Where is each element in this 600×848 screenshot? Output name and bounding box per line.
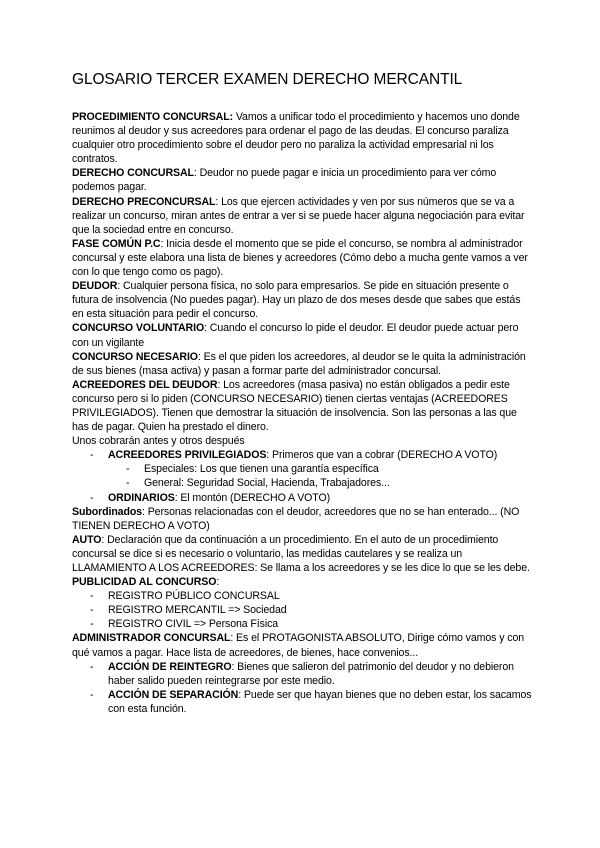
term: ORDINARIOS — [108, 491, 175, 504]
term: AUTO — [72, 533, 102, 546]
list-item-privilegiados — [72, 448, 532, 462]
term: DERECHO PRECONCURSAL — [72, 195, 216, 208]
term: CONCURSO VOLUNTARIO — [72, 322, 205, 335]
list-item-text: REGISTRO MERCANTIL => Sociedad — [108, 604, 287, 617]
definition: : Deudor no puede pagar e inicia un procedimiento para ver cómo podemos pagar. — [72, 167, 497, 194]
definition: : El montón (DERECHO A VOTO) — [174, 491, 331, 504]
entry-derecho-concursal — [72, 166, 532, 194]
definition: : Cuando el concurso lo pide el deudor. El deudor puede actuar pero con un vigilante — [72, 322, 519, 349]
definition: : Cualquier persona física, no solo para empresarios. Se pide en situación presente o futura de insolvencia (No puedes pagar). Hay un plazo de dos meses desde que sabes que estás en esta situación para pedir el concurso. — [72, 280, 521, 321]
term: FASE COMÚN P.C — [72, 237, 161, 250]
term: DEUDOR — [72, 280, 118, 293]
dash-bullet: - — [90, 449, 94, 462]
list-item-text: REGISTRO CIVIL => Persona Física — [108, 618, 279, 631]
definition: : Primeros que van a cobrar (DERECHO A VOTO) — [266, 449, 498, 462]
list-item-text: Especiales: Los que tienen una garantía específica — [144, 463, 379, 476]
definition: : Los que ejercen actividades y ven por sus números que se va a realizar un concurso, miran antes de entrar a ver si se puede hacer alguna negociación para evitar que la sociedad entre en concurso. — [72, 195, 525, 236]
list-item-accion-reintegro — [72, 660, 532, 688]
list-item-accion-separacion — [72, 688, 532, 716]
term: ACCIÓN DE SEPARACIÓN — [108, 688, 239, 701]
definition: : Inicia desde el momento que se pide el concurso, se nombra al administrador concursal y este elabora una lista de bienes y acreedores (Cómo debo a mucha gente vamos a ver con lo que tengo como os pago). — [72, 237, 528, 279]
definition: : Declaración que da continuación a un procedimiento. En el auto de un procedimiento concursal se dice si es necesario o voluntario, las medidas cautelares y se realiza un LLAMAMIENTO A LOS ACREEDORES: Se llama a los acreedores y se les dice lo que se les debe. — [72, 533, 530, 574]
term: PROCEDIMIENTO CONCURSAL: — [72, 111, 234, 123]
dash-bullet: - — [90, 618, 94, 631]
definition: : Los acreedores (masa pasiva) no están obligados a pedir este concurso pero si lo piden (CONCURSO NECESARIO) tienen ciertas ventajas (ACREEDORES PRIVILEGIADOS). Tienen que demostrar la situación de insolvencia. Son las personas a las que has de pagar. Quien ha prestado el dinero. — [72, 378, 517, 434]
entry-auto — [72, 533, 532, 575]
list-item-text: General: Seguridad Social, Hacienda, Trabajadores... — [144, 477, 390, 490]
definition: : — [216, 576, 220, 589]
document-body — [72, 110, 532, 716]
list-item-registro-civil — [72, 617, 532, 631]
list-item-ordinarios — [72, 491, 532, 505]
dash-bullet: - — [126, 463, 130, 476]
entry-derecho-preconcursal — [72, 195, 532, 237]
list-item-general — [72, 476, 532, 490]
entry-administrador-concursal — [72, 631, 532, 659]
dash-bullet: - — [90, 660, 94, 673]
entry-procedimiento-concursal — [72, 110, 532, 166]
term: Subordinados — [72, 505, 143, 518]
dash-bullet: - — [90, 688, 94, 701]
entry-deudor — [72, 279, 532, 321]
term: ACREEDORES PRIVILEGIADOS — [108, 449, 267, 462]
entry-concurso-necesario — [72, 350, 532, 378]
definition: : Personas relacionadas con el deudor, acreedores que no se han enterado... (NO TIENEN DERECHO A VOTO) — [72, 505, 520, 532]
term: PUBLICIDAD AL CONCURSO — [72, 576, 217, 589]
term: ACREEDORES DEL DEUDOR — [72, 378, 218, 391]
entry-acreedores-del-deudor — [72, 378, 532, 434]
dash-bullet: - — [90, 590, 94, 603]
definition: : Es el que piden los acreedores, al deudor se le quita la administración de sus bienes (masa activa) y pasan a formar parte del administrador concursal. — [72, 350, 526, 377]
dash-bullet: - — [126, 477, 130, 490]
term: ACCIÓN DE REINTEGRO — [108, 660, 232, 673]
definition: : Puede ser que hayan bienes que no deben estar, los sacamos con esta función. — [108, 688, 532, 715]
term: DERECHO CONCURSAL — [72, 167, 194, 180]
entry-publicidad — [72, 575, 532, 589]
plain-line: Unos cobrarán antes y otros después — [72, 435, 245, 448]
page-title: GLOSARIO TERCER EXAMEN DERECHO MERCANTIL — [72, 71, 463, 88]
list-item-registro-mercantil — [72, 603, 532, 617]
definition: Vamos a unificar todo el procedimiento y hacemos uno donde reunimos al deudor y sus acreedores para ordenar el pago de las deudas. El concurso paraliza cualquier otro procedimiento sobre el deudor pero no paraliza la actividad empresarial ni los contratos. — [72, 111, 520, 166]
list-item-registro-publico — [72, 589, 532, 603]
definition: : Es el PROTAGONISTA ABSOLUTO, Dirige cómo vamos y con qué vamos a pagar. Hace lista de acreedores, de bienes, hace convenios... — [72, 632, 525, 659]
dash-bullet: - — [90, 604, 94, 617]
definition: : Bienes que salieron del patrimonio del deudor y no debieron haber salido pueden reintegrarse por este medio. — [108, 660, 514, 687]
term: CONCURSO NECESARIO — [72, 350, 198, 363]
dash-bullet: - — [90, 491, 94, 504]
list-item-text: REGISTRO PÚBLICO CONCURSAL — [108, 590, 280, 603]
entry-subordinados — [72, 505, 532, 533]
entry-fase-comun — [72, 237, 532, 279]
entry-concurso-voluntario — [72, 321, 532, 349]
term: ADMINISTRADOR CONCURSAL — [72, 632, 231, 645]
list-item-especiales — [72, 462, 532, 476]
